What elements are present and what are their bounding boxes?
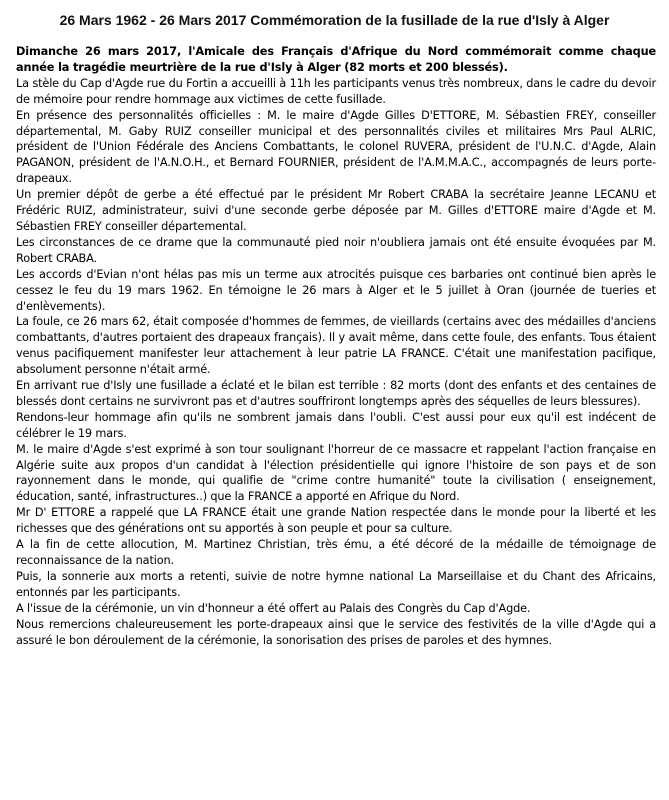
paragraph-medal: A la fin de cette allocution, M. Martinez Christian, très ému, a été décoré de la médaille de témoignage de reconnaissance de la nation. xyxy=(16,538,656,567)
paragraph-crowd: La foule, ce 26 mars 62, était composée d'hommes de femmes, de vieillards (certains avec des médailles d'anciens combattants, d'autres portaient des drapeaux français). Il y avait même, dans cette foule, des enfants. Tous étaient venus pacifiquement manifester leur attachement à leur patrie LA FRANCE. C'était une manifestation pacifique, absolument personne n'était armé. xyxy=(16,315,656,377)
paragraph-anthem: Puis, la sonnerie aux morts a retenti, suivie de notre hymne national La Marseillaise et du Chant des Africains, entonnés par les participants. xyxy=(16,569,656,599)
paragraph-circumstances: Les circonstances de ce drame que la communauté pied noir n'oubliera jamais ont été ensuite évoquées par M. Robert CRABA. xyxy=(16,235,656,265)
paragraph-thanks: Nous remercions chaleureusement les porte-drapeaux ainsi que le service des festivités de la ville d'Agde qui a assuré le bon déroulement de la cérémonie, la sonorisation des prises de paroles et des hymnes. xyxy=(16,617,656,647)
paragraph-wreath: Un premier dépôt de gerbe a été effectué par le président Mr Robert CRABA la secrétaire Jeanne LECANU et Frédéric RUIZ, administrateur, suivi d'une seconde gerbe déposée par M. Gilles d'ETTORE maire d'Agde et M. Sébastien FREY conseiller départemental. xyxy=(16,188,656,233)
paragraph-france-nation: Mr D' ETTORE a rappelé que LA FRANCE était une grande Nation respectée dans le monde pour la liberté et les richesses que des générations ont su apportés à son peuple et pour sa culture. xyxy=(16,506,656,536)
paragraph-intro: Dimanche 26 mars 2017, l'Amicale des Français d'Afrique du Nord commémorait comme chaque année la tragédie meurtrière de la rue d'Isly à Alger (82 morts et 200 blessés). xyxy=(16,45,656,74)
article-body xyxy=(16,44,656,648)
paragraph-stele: La stèle du Cap d'Agde rue du Fortin a accueilli à 11h les participants venus très nombreux, dans le cadre du devoir de mémoire pour rendre hommage aux victimes de cette fusillade. xyxy=(16,76,656,106)
paragraph-mayor-speech: M. le maire d'Agde s'est exprimé à son tour soulignant l'horreur de ce massacre et rappelant l'action française en Algérie suite aux propos d'un candidat à l'élection présidentielle qui ignore l'histoire de son pays et de son rayonnement dans le monde, qui qualifie de "crime contre humanité" toute la civilisation ( enseignement, éducation, santé, infrastructures..) que la FRANCE a apporté en Afrique du Nord. xyxy=(16,442,656,504)
paragraph-reception: A l'issue de la cérémonie, un vin d'honneur a été offert au Palais des Congrès du Cap d'Agde. xyxy=(16,601,531,615)
paragraph-shooting: En arrivant rue d'Isly une fusillade a éclaté et le bilan est terrible : 82 morts (dont des enfants et des centaines de blessés dont certains ne survivront pas et d'autres souffriront longtemps après des séquelles de leurs blessures). xyxy=(16,379,656,408)
paragraph-personalities: En présence des personnalités officielles : M. le maire d'Agde Gilles D'ETTORE, M. Sébastien FREY, conseiller départemental, M. Gaby RUIZ conseiller municipal et des personnalités civiles et militaires Mrs Paul ALRIC, président de l'Union Fédérale des Anciens Combattants, le colonel RUVERA, président de l'U.N.C. d'Agde, Alain PAGANON, président de l'A.N.O.H., et Bernard FOURNIER, président de l'A.M.M.A.C., accompagnés de leurs porte-drapeaux. xyxy=(16,108,656,186)
paragraph-tribute: Rendons-leur hommage afin qu'ils ne sombrent jamais dans l'oubli. C'est aussi pour eux qu'il est indécent de célébrer le 19 mars. xyxy=(16,410,656,440)
paragraph-evian: Les accords d'Evian n'ont hélas pas mis un terme aux atrocités puisque ces barbaries ont continué bien après le cessez le feu du 19 mars 1962. En témoigne le 26 mars à Alger et le 5 juillet à Oran (journée de tueries et d'enlèvements). xyxy=(16,267,656,313)
document-title: 26 Mars 1962 - 26 Mars 2017 Commémoration de la fusillade de la rue d'Isly à Alger xyxy=(59,12,610,28)
